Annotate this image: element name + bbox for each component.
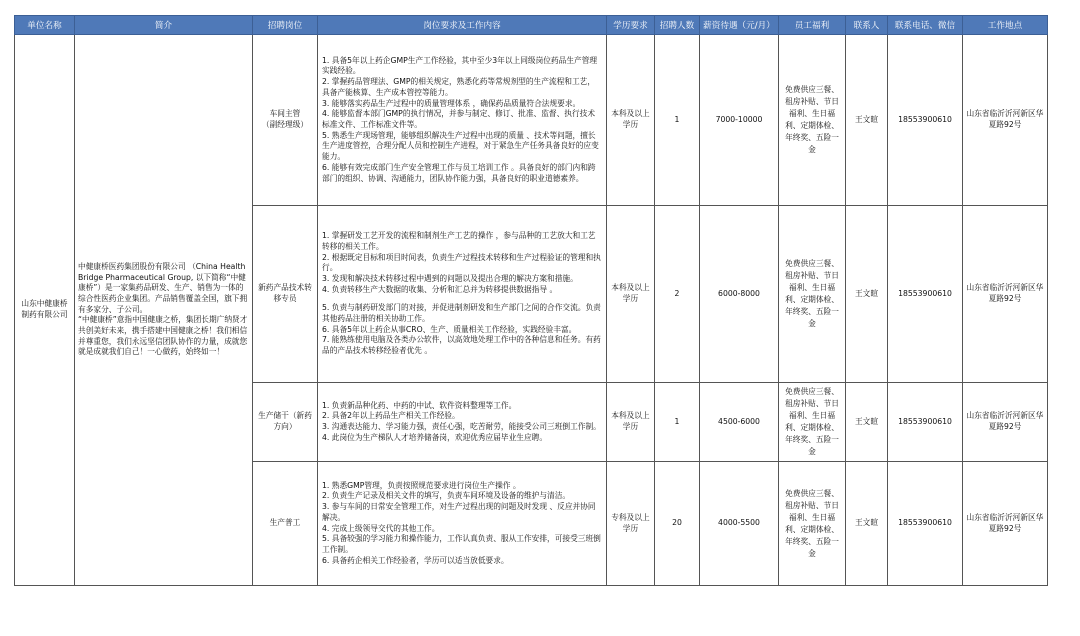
requirement-item: 6. 具备药企相关工作经验者，学历可以适当放低要求。	[322, 555, 509, 565]
requirements-cell	[318, 462, 607, 586]
headcount-cell: 1	[655, 383, 700, 462]
requirements-cell	[318, 206, 607, 383]
requirement-item: 1. 负责新品种化药、中药的中试、软件资料整理等工作。	[322, 400, 517, 410]
requirement-item: 3. 能够落实药品生产过程中的质量管理体系 ，确保药品质量符合法规要求。	[322, 98, 581, 108]
recruitment-table	[14, 15, 1048, 586]
requirements-cell	[318, 383, 607, 462]
header-headcount: 招聘人数	[655, 16, 700, 35]
header-requirements: 岗位要求及工作内容	[318, 16, 607, 35]
recruitment-table-container	[14, 15, 1047, 586]
requirement-item: 1. 熟悉GMP管理，负责按照规范要求进行岗位生产操作 。	[322, 480, 521, 490]
header-intro: 简介	[75, 16, 253, 35]
requirements-cell	[318, 35, 607, 206]
requirement-item: 1. 掌握研发工艺开发的流程和制剂生产工艺的操作 ，参与品种的工艺放大和工艺转移的相关工作。	[322, 231, 596, 251]
phone-cell: 18553900610	[888, 462, 963, 586]
phone-cell: 18553900610	[888, 35, 963, 206]
salary-cell: 7000-10000	[700, 35, 779, 206]
position-cell: 生产普工	[253, 462, 318, 586]
requirement-item: 3. 发现和解决技术转移过程中遇到的问题以及提出合理的解决方案和措施。	[322, 273, 578, 283]
table-row	[15, 35, 1048, 206]
requirement-item: 5. 具备较强的学习能力和操作能力，工作认真负责、服从工作安排，可接受三班倒工作制。	[322, 534, 601, 554]
location-cell: 山东省临沂沂河新区华夏路92号	[963, 35, 1048, 206]
header-education: 学历要求	[607, 16, 655, 35]
requirement-item: 3. 参与车间的日常安全管理工作，对生产过程出现的问题及时发现 、反应并协同解决。	[322, 502, 596, 522]
location-cell: 山东省临沂沂河新区华夏路92号	[963, 206, 1048, 383]
requirement-item: 4. 能够监督本部门GMP的执行情况，并参与制定、修订、批准、监督、执行技术标准文件、工作标准文件等。	[322, 109, 596, 129]
contact-cell: 王文暄	[846, 383, 888, 462]
requirement-item: 2. 具备2年以上药品生产相关工作经验。	[322, 411, 460, 421]
requirement-item: 5. 负责与制药研发部门的对接，并促进制剂研发和生产部门之间的合作交流。负责其他药品注册的相关协助工作。	[322, 303, 601, 324]
requirement-item: 4. 完成上级领导交代的其他工作。	[322, 523, 440, 533]
requirement-item: 1. 具备5年以上药企GMP生产工作经验，其中至少3年以上同级岗位药品生产管理实践经验。	[322, 55, 598, 76]
benefits-cell: 免费供应三餐、租房补贴、节日福利、生日福利、定期体检、年终奖、五险一金	[779, 35, 846, 206]
requirement-item: 2. 根据既定目标和项目时间表，负责生产过程技术转移和生产过程验证的管理和执行。	[322, 252, 601, 273]
requirement-item: 7. 能熟练使用电脑及各类办公软件，以高效地处理工作中的各种信息和任务。有药品的产品技术转移经验者优先 。	[322, 335, 601, 356]
header-location: 工作地点	[963, 16, 1048, 35]
benefits-cell: 免费供应三餐、租房补贴、节日福利、生日福利、定期体检、年终奖、五险一金	[779, 462, 846, 586]
salary-cell: 6000-8000	[700, 206, 779, 383]
headcount-cell: 20	[655, 462, 700, 586]
header-position: 招聘岗位	[253, 16, 318, 35]
education-cell: 本科及以上学历	[607, 35, 655, 206]
position-cell: 车间主管 （副经理级）	[253, 35, 318, 206]
phone-cell: 18553900610	[888, 206, 963, 383]
contact-cell: 王文暄	[846, 462, 888, 586]
requirement-item: 6. 具备5年以上药企从事CRO、生产、质量相关工作经验，实践经验丰富。	[322, 324, 577, 334]
education-cell: 专科及以上学历	[607, 462, 655, 586]
requirement-item: 3. 沟通表达能力、学习能力强，责任心强，吃苦耐劳，能接受公司三班倒工作制。	[322, 422, 601, 431]
header-row	[15, 16, 1048, 35]
contact-cell: 王文暄	[846, 35, 888, 206]
requirement-item: 6. 能够有效完成部门生产安全管理工作与员工培训工作 。具备良好的部门内和跨部门的组织、协调、沟通能力，团队协作能力强，具备良好的职业道德素养。	[322, 162, 596, 183]
location-cell: 山东省临沂沂河新区华夏路92号	[963, 383, 1048, 462]
company-intro-cell: 中健康桥医药集团股份有限公司 （China Health Bridge Pharmaceutical Group, 以下简称“中健康桥”）是一家集药品研发、生产、销售为一体的综合性医药企业集团。产品销售覆盖全国，旗下拥有多家分、子公司。 “中健康桥”意指中国健康之桥，集团长期广纳贤才共创美好未来，携手搭建中国健康之桥！我们相信并尊重您，我们永远坚信团队协作的力量，成就您就是成就我们自己！一心做药，始终如一！	[75, 35, 253, 586]
position-cell: 新药产品技术转移专员	[253, 206, 318, 383]
headcount-cell: 1	[655, 35, 700, 206]
header-contact: 联系人	[846, 16, 888, 35]
education-cell: 本科及以上学历	[607, 206, 655, 383]
header-salary: 薪资待遇（元/月）	[700, 16, 779, 35]
position-cell: 生产储干（新药方向）	[253, 383, 318, 462]
header-phone: 联系电话、微信	[888, 16, 963, 35]
education-cell: 本科及以上学历	[607, 383, 655, 462]
benefits-cell: 免费供应三餐、租房补贴、节日福利、生日福利、定期体检、年终奖、五险一金	[779, 383, 846, 462]
requirement-item: 5. 熟悉生产现场管理，能够组织解决生产过程中出现的质量 、技术等问题，擅长生产进度管控，合理分配人员和控制生产进程，对于紧急生产任务具备良好的应变能力。	[322, 130, 599, 162]
salary-cell: 4500-6000	[700, 383, 779, 462]
company-name-cell: 山东中健康桥制药有限公司	[15, 35, 75, 586]
phone-cell: 18553900610	[888, 383, 963, 462]
location-cell: 山东省临沂沂河新区华夏路92号	[963, 462, 1048, 586]
requirement-item: 4. 负责转移生产大数据的收集、分析和汇总并为转移提供数据指导 。	[322, 284, 558, 294]
header-company: 单位名称	[15, 16, 75, 35]
header-benefits: 员工福利	[779, 16, 846, 35]
salary-cell: 4000-5500	[700, 462, 779, 586]
headcount-cell: 2	[655, 206, 700, 383]
requirement-item: 2. 负责生产记录及相关文件的填写，负责车间环境及设备的维护与清洁。	[322, 491, 571, 501]
requirement-item: 2. 掌握药品管理法、GMP的相关规定，熟悉化药等常规剂型的生产流程和工艺，具备产能核算、生产成本管控等能力。	[322, 77, 596, 97]
benefits-cell: 免费供应三餐、租房补贴、节日福利、生日福利、定期体检、年终奖、五险一金	[779, 206, 846, 383]
requirement-item: 4. 此岗位为生产梯队人才培养储备岗，欢迎优秀应届毕业生应聘。	[322, 432, 548, 442]
contact-cell: 王文暄	[846, 206, 888, 383]
